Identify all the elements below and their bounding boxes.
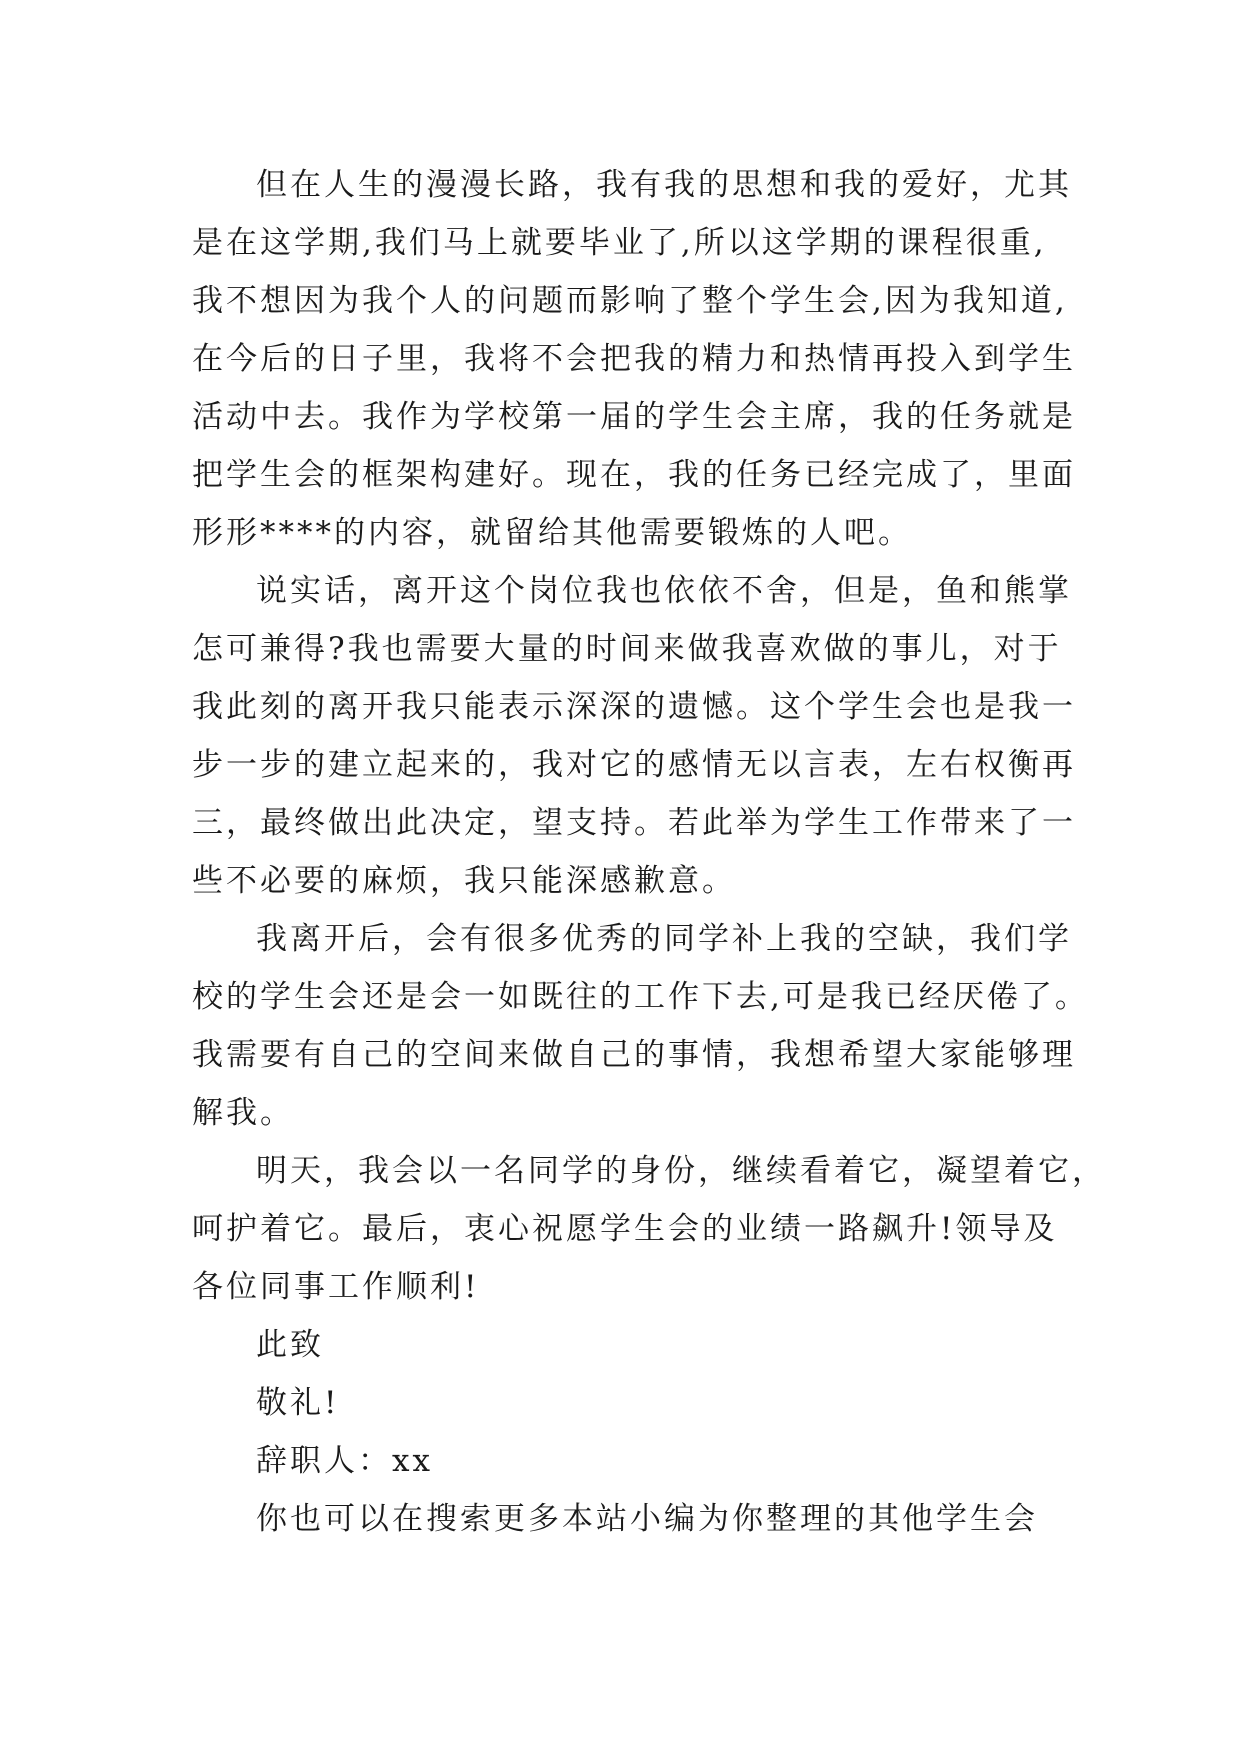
text-line: 我需要有自己的空间来做自己的事情，我想希望大家能够理 [192, 1037, 1076, 1073]
text-line: 明天，我会以一名同学的身份，继续看着它，凝望着它， [256, 1153, 1106, 1189]
letter-body [192, 156, 1106, 1548]
text-line: 怎可兼得?我也需要大量的时间来做我喜欢做的事儿，对于 [192, 631, 1062, 667]
text-line: 我离开后，会有很多优秀的同学补上我的空缺，我们学 [256, 921, 1072, 957]
text-line: 些不必要的麻烦，我只能深感歉意。 [192, 863, 736, 899]
signature-line: 辞职人：xx [256, 1443, 433, 1479]
text-line: 校的学生会还是会一如既往的工作下去,可是我已经厌倦了。 [192, 979, 1089, 1015]
footer-note: 你也可以在搜索更多本站小编为你整理的其他学生会 [256, 1501, 1038, 1537]
paragraph-4 [192, 1142, 1106, 1316]
closing-respect: 敬礼! [256, 1385, 340, 1421]
paragraph-3 [192, 910, 1089, 1142]
text-line: 各位同事工作顺利! [192, 1269, 480, 1305]
text-line: 在今后的日子里，我将不会把我的精力和热情再投入到学生 [192, 341, 1076, 377]
text-line: 我不想因为我个人的问题而影响了整个学生会,因为我知道, [192, 283, 1068, 319]
text-line: 解我。 [192, 1095, 294, 1131]
text-line: 三，最终做出此决定，望支持。若此举为学生工作带来了一 [192, 805, 1076, 841]
text-line: 活动中去。我作为学校第一届的学生会主席，我的任务就是 [192, 399, 1076, 435]
closing-salutation: 此致 [256, 1327, 324, 1363]
text-line: 是在这学期,我们马上就要毕业了,所以这学期的课程很重, [192, 225, 1047, 261]
paragraph-1 [192, 156, 1076, 562]
text-line: 把学生会的框架构建好。现在，我的任务已经完成了，里面 [192, 457, 1076, 493]
text-line: 呵护着它。最后，衷心祝愿学生会的业绩一路飙升!领导及 [192, 1211, 1058, 1247]
text-line: 形形****的内容，就留给其他需要锻炼的人吧。 [192, 515, 912, 551]
text-line: 步一步的建立起来的，我对它的感情无以言表，左右权衡再 [192, 747, 1076, 783]
paragraph-2 [192, 562, 1076, 910]
text-line: 我此刻的离开我只能表示深深的遗憾。这个学生会也是我一 [192, 689, 1076, 725]
text-line: 说实话，离开这个岗位我也依依不舍，但是，鱼和熊掌 [256, 573, 1072, 609]
text-line: 但在人生的漫漫长路，我有我的思想和我的爱好，尤其 [256, 167, 1072, 203]
